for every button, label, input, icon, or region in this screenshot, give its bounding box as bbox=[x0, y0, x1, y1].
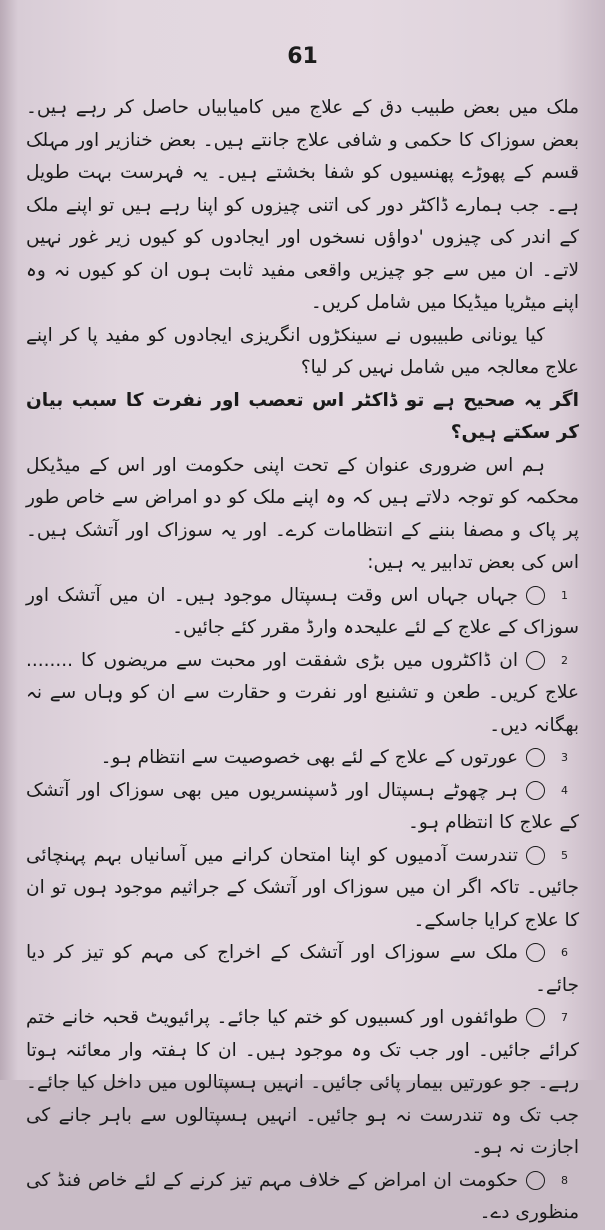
measures-list bbox=[26, 580, 579, 1230]
list-item bbox=[26, 1002, 579, 1165]
list-item-text: ملک سے سوزاک اور آتشک کے اخراج کی مہم کو تیز کر دیا جائے۔ bbox=[26, 942, 579, 996]
list-item bbox=[26, 1165, 579, 1230]
list-item-text: تندرست آدمیوں کو اپنا امتحان کرانے میں آسانیاں بہم پہنچائی جائیں۔ تاکہ اگر ان میں سوزاک اور آتشک کے جراثیم موجود ہوں تو ان کا علاج کرایا جاسکے۔ bbox=[26, 844, 579, 931]
list-item bbox=[26, 742, 579, 775]
list-item bbox=[26, 775, 579, 840]
paragraph: ملک میں بعض طبیب دق کے علاج میں کامیابیاں حاصل کر رہے ہیں۔ بعض سوزاک کا حکمی و شافی علاج جانتے ہیں۔ بعض خنازیر اور مہلک قسم کے پھوڑے پھنسیوں کو شفا بخشتے ہیں۔ یہ فہرست بہت طویل ہے۔ جب ہمارے ڈاکٹر دور کی اتنی چیزوں کو اپنا رہے ہیں تو اپنے ملک کے اندر کی چیزوں 'دواؤں نسخوں اور ایجادوں کو کیوں زیر غور نہیں لاتے۔ ان میں سے جو چیزیں واقعی مفید ثابت ہوں ان کو کیوں نہ وہ اپنے میٹریا میڈیکا میں شامل کریں۔ bbox=[26, 97, 579, 313]
list-item-text: ہر چھوٹے ہسپتال اور ڈسپنسریوں میں بھی سوزاک اور آتشک کے علاج کا انتظام ہو۔ bbox=[26, 779, 579, 833]
circled-number: 5 bbox=[526, 846, 545, 865]
list-item-text: جہاں جہاں اس وقت ہسپتال موجود ہیں۔ ان میں آتشک اور سوزاک کے علاج کے لئے علیحدہ وارڈ مقرر کئے جائیں۔ bbox=[26, 584, 579, 638]
page-number: 61 bbox=[287, 44, 318, 69]
list-item bbox=[26, 840, 579, 938]
circled-number: 8 bbox=[526, 1171, 545, 1190]
circled-number: 1 bbox=[526, 586, 545, 605]
page-body bbox=[26, 92, 579, 1230]
list-item-text: طوائفوں اور کسبیوں کو ختم کیا جائے۔ پرائیویٹ قحبہ خانے ختم کرائے جائیں۔ اور جب تک وہ موجود ہیں۔ ان کا ہفتہ وار معائنہ ہوتا رہے۔ جو عورتیں بیمار پائی جائیں۔ انہیں ہسپتالوں میں داخل کیا جائے۔ جب تک وہ تندرست نہ ہو جائیں۔ انہیں ہسپتالوں سے باہر جانے کی اجازت نہ ہو۔ bbox=[26, 1007, 579, 1158]
list-item-text: ان ڈاکٹروں میں بڑی شفقت اور محبت سے مریضوں کا ........ علاج کریں۔ طعن و تشنیع اور نفرت و حقارت سے ان کو وہاں سے نہ بھگانہ دیں۔ bbox=[26, 649, 579, 736]
question-line: اگر یہ صحیح ہے تو ڈاکٹر اس تعصب اور نفرت کا سبب بیان کر سکتے ہیں؟ bbox=[26, 389, 579, 443]
list-item-text: عورتوں کے علاج کے لئے بھی خصوصیت سے انتظام ہو۔ bbox=[100, 747, 518, 768]
circled-number: 6 bbox=[526, 943, 545, 962]
list-item bbox=[26, 645, 579, 743]
appeal-paragraph: ہم اس ضروری عنوان کے تحت اپنی حکومت اور اس کے میڈیکل محکمہ کو توجہ دلاتے ہیں کہ وہ اپنے ملک کو دو امراض سے خاص طور پر پاک و مصفا بننے کے انتظامات کرے۔ اور یہ سوزاک اور آتشک ہیں۔ اس کی بعض تدابیر یہ ہیں: bbox=[26, 454, 579, 573]
circled-number: 2 bbox=[526, 651, 545, 670]
circled-number: 3 bbox=[526, 748, 545, 767]
circled-number: 7 bbox=[526, 1008, 545, 1027]
list-item bbox=[26, 937, 579, 1002]
paragraph: کیا یونانی طبیبوں نے سینکڑوں انگریزی ایجادوں کو مفید پا کر اپنے علاج معالجہ میں شامل نہیں کر لیا؟ bbox=[26, 324, 579, 378]
circled-number: 4 bbox=[526, 781, 545, 800]
list-item-text: حکومت ان امراض کے خلاف مہم تیز کرنے کے لئے خاص فنڈ کی منظوری دے۔ bbox=[26, 1169, 579, 1223]
list-item bbox=[26, 580, 579, 645]
